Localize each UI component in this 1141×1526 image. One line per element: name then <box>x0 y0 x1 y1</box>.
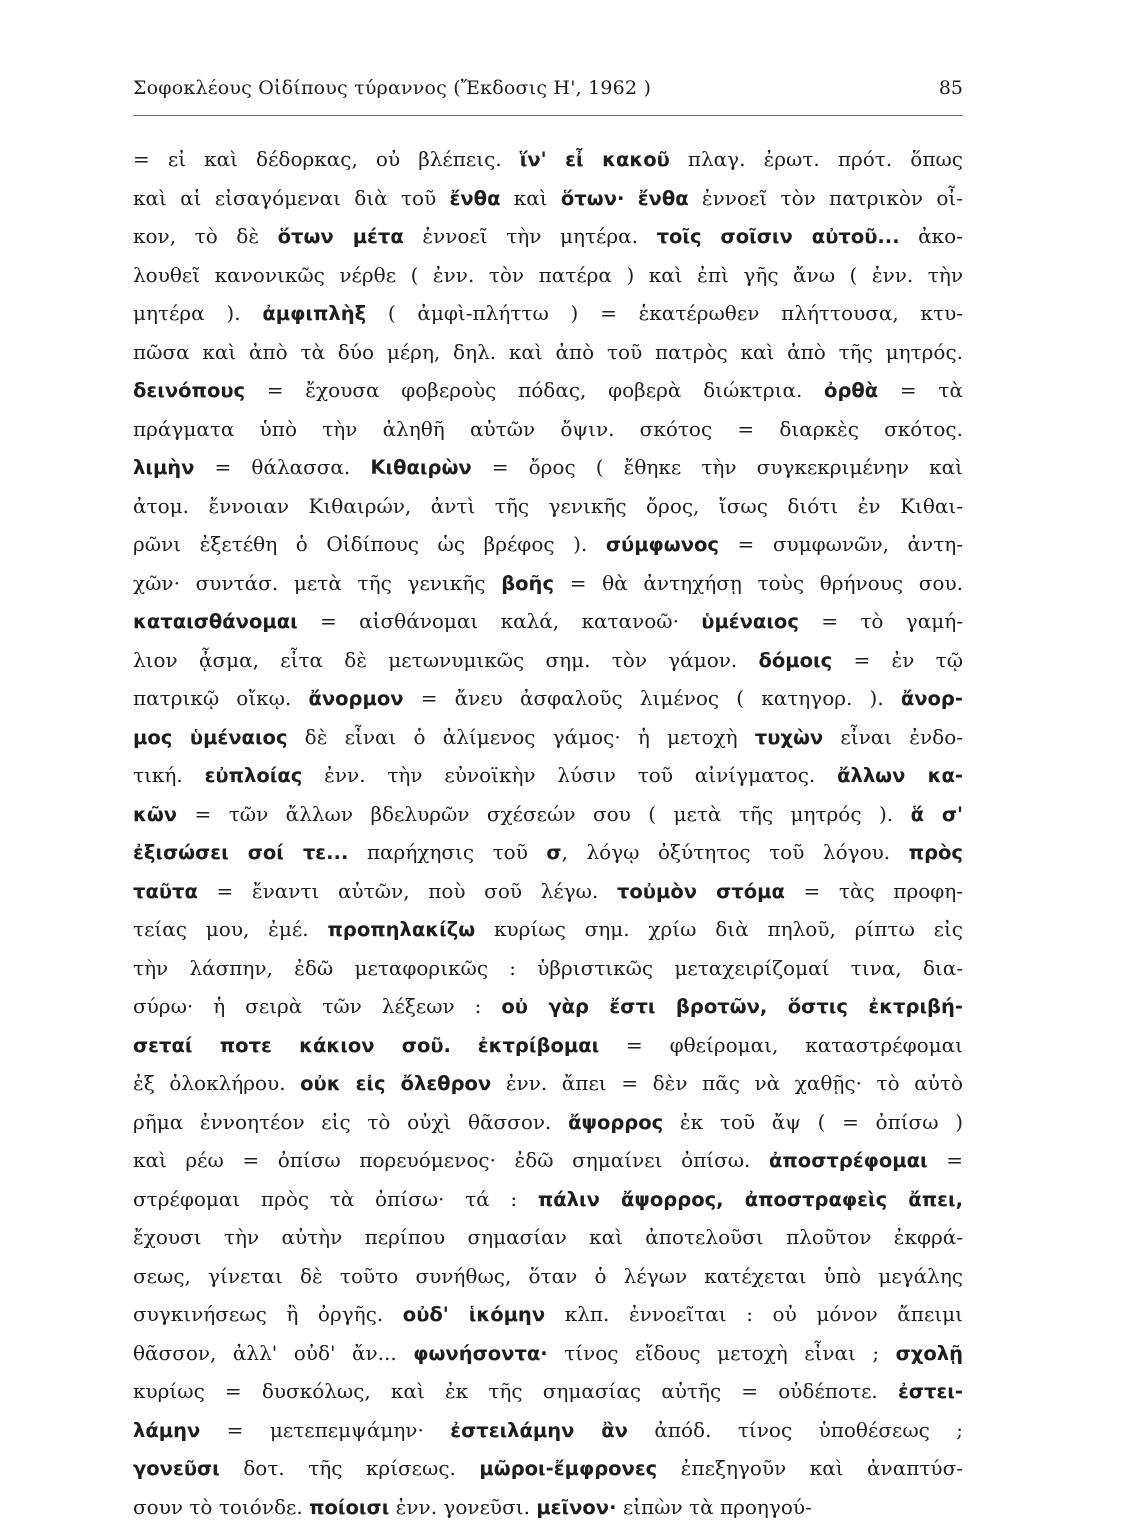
text-line <box>133 718 963 757</box>
bold-lemma: τυχὼν <box>755 726 823 749</box>
text-segment: κλπ. ἐννοεῖται : οὐ μόνον ἄπειμι <box>545 1302 963 1326</box>
text-segment: σύρω· ἡ σειρὰ τῶν λέξεων : <box>133 994 501 1018</box>
text-segment: τίνος εἴδους μετοχὴ εἶναι ; <box>548 1341 896 1365</box>
text-line <box>133 256 963 295</box>
text-line <box>133 872 963 911</box>
bold-lemma: ὑμέναιος <box>701 610 799 633</box>
bold-lemma: οὐκ εἰς ὄλεθρον <box>300 1072 491 1095</box>
text-line <box>133 217 963 256</box>
text-segment: κυρίως σημ. χρίω διὰ πηλοῦ, ρίπτω εἰς <box>475 917 963 941</box>
text-segment: ἐννοεῖ τὴν μητέρα. <box>404 224 657 248</box>
text-line <box>133 1488 963 1526</box>
text-line <box>133 1295 963 1334</box>
text-line <box>133 525 963 564</box>
text-segment: κυρίως = δυσκόλως, καὶ ἐκ τῆς σημασίας αὐτῆς = οὐδέποτε. <box>133 1379 898 1403</box>
bold-lemma: ὅτων μέτα <box>278 225 404 248</box>
bold-lemma: σύμφωνος <box>606 533 719 556</box>
text-segment: = ὄρος ( ἔθηκε τὴν συγκεκριμένην καὶ <box>472 455 963 479</box>
text-segment: στρέφομαι πρὸς τὰ ὀπίσω· τά : <box>133 1187 538 1211</box>
running-title: Σοφοκλέους Οἰδίπους τύραννος (Ἔκδοσις Η', 1962 ) <box>133 72 651 104</box>
text-segment: ἐνν. ἄπει = δὲν πᾶς νὰ χαθῇς· τὸ αὐτὸ <box>491 1071 963 1095</box>
text-segment: πράγματα ὑπὸ τὴν ἀληθῆ αὐτῶν ὄψιν. σκότος = διαρκὲς σκότος. <box>133 417 963 441</box>
bold-lemma: ἔνθα <box>638 187 689 210</box>
header-rule <box>133 115 963 116</box>
text-line <box>133 1257 963 1296</box>
bold-lemma: ἐστει- <box>898 1380 963 1403</box>
text-line <box>133 1141 963 1180</box>
text-line <box>133 1218 963 1257</box>
text-segment: ἐννοεῖ τὸν πατρικὸν οἶ- <box>689 186 963 210</box>
bold-lemma: ἀμφιπλὴξ <box>262 302 366 325</box>
text-segment: σεως, γίνεται δὲ τοῦτο συνήθως, ὅταν ὁ λέγων κατέχεται ὑπὸ μεγάλης <box>133 1264 963 1288</box>
text-line <box>133 756 963 795</box>
text-segment: τείας μου, ἐμέ. <box>133 917 327 941</box>
text-segment: ρῶνι ἐξετέθη ὁ Οἰδίπους ὡς βρέφος ). <box>133 532 606 556</box>
text-line <box>133 1026 963 1065</box>
text-segment: εἶναι ἐνδο- <box>823 725 963 749</box>
bold-lemma: σεταί ποτε κάκιον σοῦ. <box>133 1034 451 1057</box>
text-segment: = ἔναντι αὐτῶν, ποὺ σοῦ λέγω. <box>198 879 617 903</box>
text-segment: = <box>928 1148 963 1172</box>
text-line <box>133 487 963 526</box>
bold-lemma: ἔνθα <box>450 187 501 210</box>
text-segment: = τὰς προφη- <box>785 879 963 903</box>
text-segment: ἀτομ. ἔννοιαν Κιθαιρών, ἀντὶ τῆς γενικῆς ὄρος, ἴσως διότι ἐν Κιθαι- <box>133 494 963 518</box>
bold-lemma: πάλιν ἄψορρος, ἀποστραφεὶς ἄπει, <box>538 1188 963 1211</box>
bold-lemma: γονεῦσι <box>133 1457 220 1480</box>
text-segment: = τὰ <box>878 378 963 402</box>
bold-lemma: ἵν' εἶ κακοῦ <box>520 148 670 171</box>
text-line <box>133 294 963 333</box>
bold-lemma: οὐδ' ἱκόμην <box>403 1303 545 1326</box>
text-segment: ἐπεξηγοῦν καὶ ἀναπτύσ- <box>657 1456 963 1480</box>
bold-lemma: ἄψορρος <box>568 1111 663 1134</box>
text-segment: = ἔχουσα φοβεροὺς πόδας, φοβερὰ διώκτρια. <box>245 378 824 402</box>
bold-lemma: ἄνορμον <box>308 687 403 710</box>
text-line <box>133 140 963 179</box>
text-line <box>133 795 963 834</box>
bold-lemma: ἅ σ' <box>911 803 963 826</box>
bold-lemma: βοῆς <box>501 572 554 595</box>
text-line <box>133 1334 963 1373</box>
bold-lemma: ὅτων· <box>561 187 624 210</box>
text-segment: ἔχουσι τὴν αὐτὴν περίπου σημασίαν καὶ ἀποτελοῦσι πλοῦτον ἐκφρά- <box>133 1225 963 1249</box>
text-line <box>133 448 963 487</box>
bold-lemma: μεῖνον· <box>536 1496 616 1519</box>
text-segment: = μετεπεμψάμην· <box>200 1418 450 1442</box>
text-segment: ἀκο- <box>900 224 963 248</box>
text-segment: ἐξ ὁλοκλήρου. <box>133 1071 300 1095</box>
text-segment: κον, τὸ δὲ <box>133 224 278 248</box>
text-segment: = αἰσθάνομαι καλά, κατανοῶ· <box>298 609 702 633</box>
text-line <box>133 1064 963 1103</box>
text-segment: = συμφωνῶν, ἀντη- <box>719 532 963 556</box>
text-segment: = ἐν τῷ <box>832 648 963 672</box>
bold-lemma: ἄνορ- <box>901 687 963 710</box>
text-segment: τὴν λάσπην, ἐδῶ μεταφορικῶς : ὑβριστικῶς μεταχειρίζομαί τινα, δια- <box>133 956 963 980</box>
bold-lemma: μῶροι-ἔμφρονες <box>479 1457 657 1480</box>
text-segment: = φθείρομαι, καταστρέφομαι <box>599 1033 963 1057</box>
text-line <box>133 910 963 949</box>
bold-lemma: Κιθαιρὼν <box>370 456 471 479</box>
text-segment: = εἰ καὶ δέδορκας, οὐ βλέπεις. <box>133 147 520 171</box>
text-line <box>133 641 963 680</box>
running-header <box>133 72 963 104</box>
bold-lemma: ποίοισι <box>309 1496 389 1519</box>
text-segment: ( ἀμφὶ-πλήττω ) = ἑκατέρωθεν πλήττουσα, κτυ- <box>366 301 963 325</box>
text-segment <box>451 1033 478 1057</box>
bold-lemma: εὐπλοίας <box>205 764 303 787</box>
text-segment: δὲ εἶναι ὁ ἀλίμενος γάμος· ἡ μετοχὴ <box>288 725 755 749</box>
text-line <box>133 1372 963 1411</box>
bold-lemma: κῶν <box>133 803 177 826</box>
text-segment: καὶ <box>500 186 560 210</box>
text-segment: ἐκ τοῦ ἄψ ( = ὀπίσω ) <box>663 1110 963 1134</box>
text-segment: ἐνν. γονεῦσι. <box>389 1495 536 1519</box>
text-segment: σουν τὸ τοιόνδε. <box>133 1495 309 1519</box>
bold-lemma: ἄλλων κα- <box>837 764 963 787</box>
bold-lemma: τοὐμὸν στόμα <box>617 880 785 903</box>
text-segment: θᾶσσον, ἀλλ' οὐδ' ἄν... <box>133 1341 413 1365</box>
text-line <box>133 1103 963 1142</box>
bold-lemma: ὀρθὰ <box>824 379 878 402</box>
bold-lemma: τοῖς σοῖσιν αὐτοῦ... <box>657 225 900 248</box>
text-segment: συγκινήσεως ἢ ὀργῆς. <box>133 1302 403 1326</box>
text-segment: ἐνν. τὴν εὐνοϊκὴν λύσιν τοῦ αἰνίγματος. <box>302 763 837 787</box>
text-segment: , λόγῳ ὀξύτητος τοῦ λόγου. <box>562 840 909 864</box>
text-segment: δοτ. τῆς κρίσεως. <box>220 1456 480 1480</box>
bold-lemma: σ <box>546 841 561 864</box>
text-segment: = τὸ γαμή- <box>799 609 963 633</box>
bold-lemma: καταισθάνομαι <box>133 610 298 633</box>
text-segment: ρῆμα ἐννοητέον εἰς τὸ οὐχὶ θᾶσσον. <box>133 1110 568 1134</box>
bold-lemma: ταῦτα <box>133 880 198 903</box>
text-line <box>133 949 963 988</box>
bold-lemma: πρὸς <box>909 841 963 864</box>
text-line <box>133 679 963 718</box>
bold-lemma: φωνήσοντα· <box>413 1342 547 1365</box>
text-segment: καὶ ρέω = ὀπίσω πορευόμενος· ἐδῶ σημαίνει ὀπίσω. <box>133 1148 769 1172</box>
bold-lemma: λιμὴν <box>133 456 194 479</box>
bold-lemma: ἐστειλάμην ἂν <box>450 1419 628 1442</box>
page-number: 85 <box>939 72 963 104</box>
bold-lemma: προπηλακίζω <box>327 918 475 941</box>
text-segment: καὶ αἱ εἰσαγόμεναι διὰ τοῦ <box>133 186 450 210</box>
bold-lemma: ἐξισώσει σοί τε... <box>133 841 348 864</box>
bold-lemma: ἀποστρέφομαι <box>769 1149 928 1172</box>
text-segment: = θάλασσα. <box>194 455 370 479</box>
text-line <box>133 371 963 410</box>
text-segment: πλαγ. ἐρωτ. πρότ. ὅπως <box>670 147 963 171</box>
bold-lemma: δεινόπους <box>133 379 245 402</box>
bold-lemma: ἐκτρίβομαι <box>478 1034 599 1057</box>
text-segment: λιον ᾆσμα, εἶτα δὲ μετωνυμικῶς σημ. τὸν γάμον. <box>133 648 759 672</box>
text-line <box>133 1411 963 1450</box>
commentary-text <box>133 140 963 1526</box>
bold-lemma: μος ὑμέναιος <box>133 726 288 749</box>
text-line <box>133 833 963 872</box>
text-segment: μητέρα ). <box>133 301 262 325</box>
bold-lemma: οὐ γὰρ ἔστι βροτῶν, ὅστις ἐκτριβή- <box>501 995 963 1018</box>
bold-lemma: σχολῇ <box>896 1342 963 1365</box>
text-line <box>133 410 963 449</box>
text-segment: πατρικῷ οἴκῳ. <box>133 686 308 710</box>
text-segment: λουθεῖ κανονικῶς νέρθε ( ἐνν. τὸν πατέρα ) καὶ ἐπὶ γῆς ἄνω ( ἐνν. τὴν <box>133 263 963 287</box>
text-segment <box>624 186 637 210</box>
text-line <box>133 987 963 1026</box>
text-line <box>133 1180 963 1219</box>
text-line <box>133 602 963 641</box>
text-segment: πῶσα καὶ ἀπὸ τὰ δύο μέρη, δηλ. καὶ ἀπὸ τοῦ πατρὸς καὶ ἀπὸ τῆς μητρός. <box>133 340 963 364</box>
text-segment: = τῶν ἄλλων βδελυρῶν σχέσεών σου ( μετὰ τῆς μητρός ). <box>177 802 911 826</box>
text-line <box>133 179 963 218</box>
bold-lemma: δόμοις <box>759 649 833 672</box>
text-segment: ἀπόδ. τίνος ὑποθέσεως ; <box>628 1418 963 1442</box>
text-segment: παρήχησις τοῦ <box>348 840 546 864</box>
text-segment: = θὰ ἀντηχήσῃ τοὺς θρήνους σου. <box>554 571 963 595</box>
text-segment: = ἄνευ ἀσφαλοῦς λιμένος ( κατηγορ. ). <box>404 686 901 710</box>
bold-lemma: λάμην <box>133 1419 200 1442</box>
text-segment: χῶν· συντάσ. μετὰ τῆς γενικῆς <box>133 571 501 595</box>
text-line <box>133 333 963 372</box>
text-line <box>133 1449 963 1488</box>
text-line <box>133 564 963 603</box>
text-segment: εἰπὼν τὰ προηγού- <box>616 1495 811 1519</box>
text-segment: τική. <box>133 763 205 787</box>
